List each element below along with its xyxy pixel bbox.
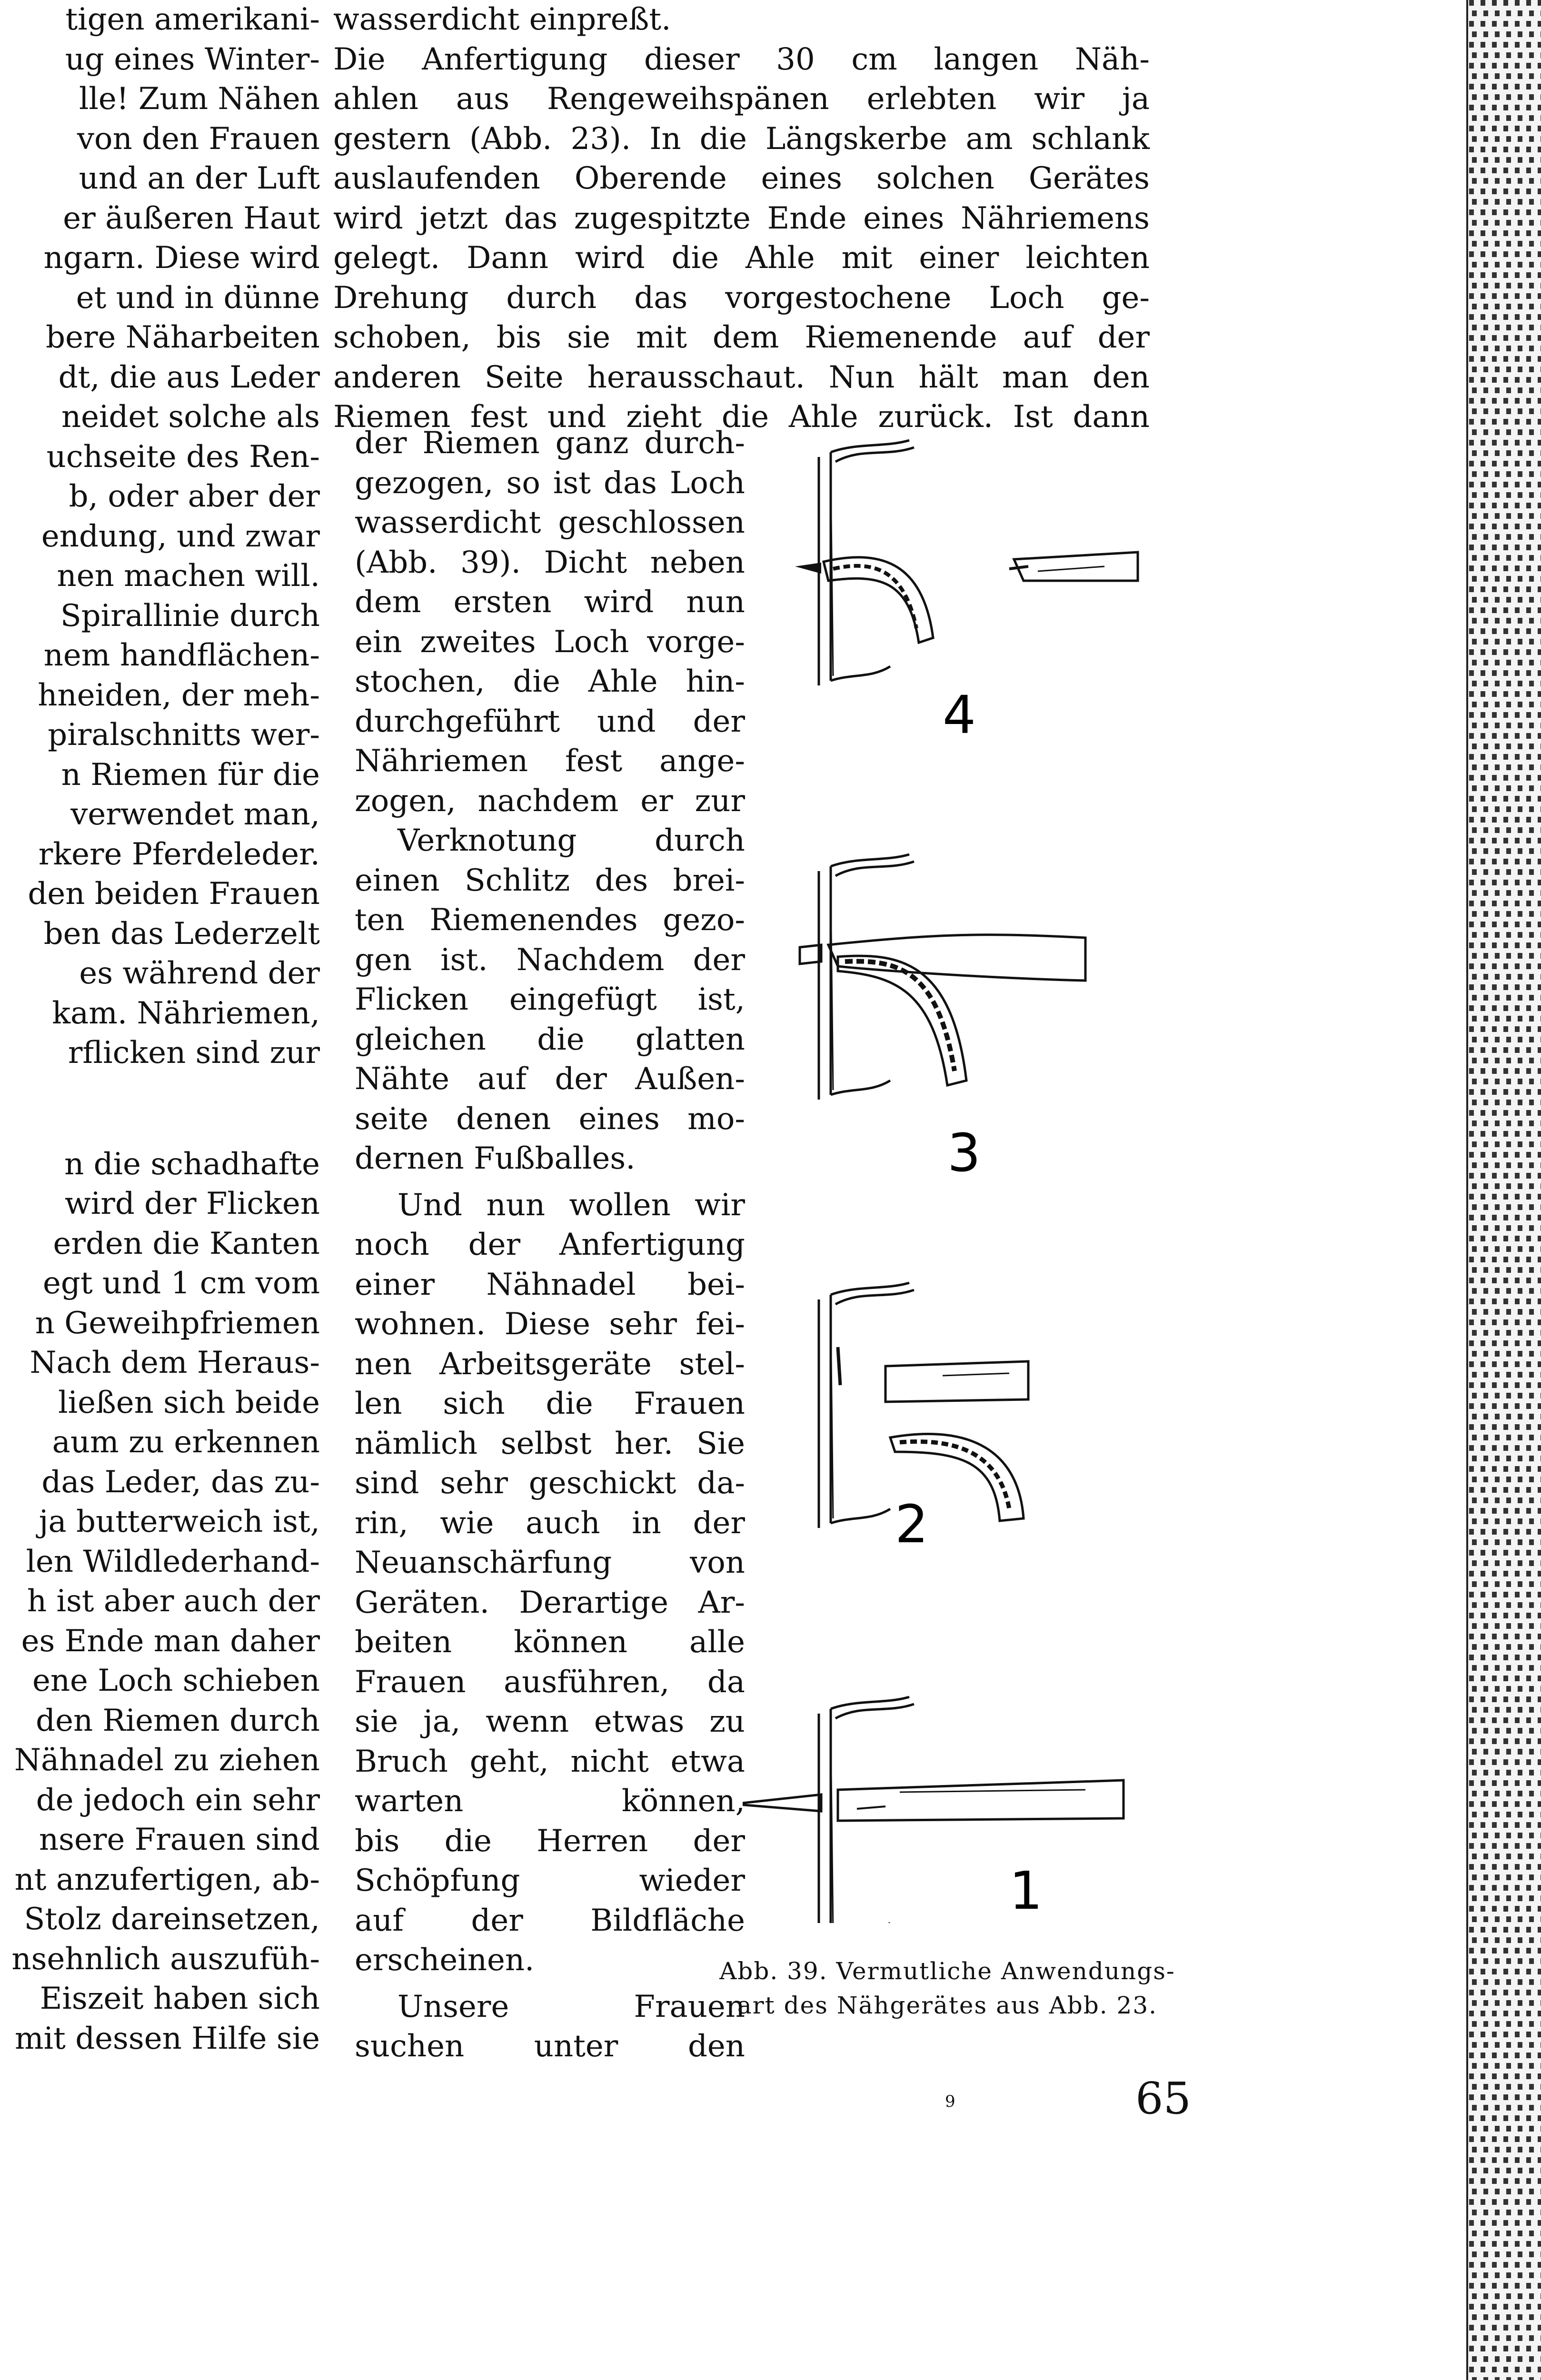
text-line: endung, und zwar [41,518,320,554]
text-line: auf der Bildfläche [355,1903,745,1938]
step-label-1: 1 [1009,1860,1043,1921]
text-line: piralschnitts wer- [48,717,320,753]
text-line: nen machen will. [57,558,320,594]
text-line: Geräten. Derartige Ar- [355,1585,745,1620]
text-line: Verknotung durch [398,823,745,858]
text-line: nämlich selbst her. Sie [355,1426,745,1461]
text-line: Eiszeit haben sich [40,1981,320,2016]
text-line: n Geweihpfriemen [35,1305,320,1341]
text-line: Neuanschärfung von [355,1545,745,1580]
text-line: tigen amerikani- [65,2,320,37]
text-line: den beiden Frauen [28,876,320,912]
text-line: ein zweites Loch vorge- [355,624,745,660]
text-line: ngarn. Diese wird [43,240,320,276]
text-line: wasserdicht geschlossen [355,505,745,540]
signature-mark: 9 [945,2092,955,2111]
text-line: seite denen eines mo- [355,1101,745,1137]
text-line: Unsere Frauen [398,1989,745,2024]
text-line: et und in dünne [76,280,320,316]
text-line: nsehnlich auszufüh- [11,1941,320,1977]
text-line: ja butterweich ist, [39,1504,320,1539]
text-line: ug eines Winter- [65,41,320,77]
text-line: ten Riemenendes gezo- [355,902,745,938]
text-line: nsere Frauen sind [39,1822,320,1857]
text-line: wird jetzt das zugespitzte Ende eines Nähriemens [333,200,1150,236]
text-line: Stolz dareinsetzen, [24,1902,320,1937]
text-line: wird der Flicken [65,1186,320,1221]
text-line: nt anzufertigen, ab- [14,1862,320,1897]
text-line: nen Arbeitsgeräte stel- [355,1346,745,1382]
text-line: es Ende man daher [21,1623,320,1659]
text-line: gen ist. Nachdem der [355,942,745,978]
text-line: hneiden, der meh- [38,677,320,713]
text-line: auslaufenden Oberende eines solchen Gerätes [333,161,1150,196]
text-line: sind sehr geschickt da- [355,1466,745,1501]
text-line: bis die Herren der [355,1823,745,1859]
text-line: n die schadhafte [64,1146,320,1182]
text-line: (Abb. 39). Dicht neben [355,545,745,580]
text-line: erden die Kanten [53,1226,320,1261]
text-line: len Wildlederhand- [26,1544,320,1579]
text-line: Riemen fest und zieht die Ahle zurück. Ist dann [333,399,1150,435]
text-line: warten können, [355,1784,745,1819]
text-line: der Riemen ganz durch- [355,426,745,461]
figure-caption-line-1: Abb. 39. Vermutliche Anwendungs- [719,1957,1175,1985]
text-line: len sich die Frauen [355,1386,745,1421]
text-line: Nach dem Heraus- [30,1345,320,1380]
text-line: Schöpfung wieder [355,1863,745,1898]
illustration-step-1 [743,1697,1123,1923]
text-line: dernen Fußballes. [355,1141,636,1176]
text-line: Nähriemen fest ange- [355,744,745,779]
text-line: einer Nähnadel bei- [355,1267,745,1302]
text-line: gleichen die glatten [355,1021,745,1057]
text-line: uchseite des Ren- [46,439,320,475]
figure-caption [695,1954,1200,2023]
text-line: Spirallinie durch [60,598,320,634]
text-line: das Leder, das zu- [41,1464,320,1500]
text-line: suchen unter den [355,2029,745,2064]
text-line: er äußeren Haut [63,200,320,236]
text-line: schoben, bis sie mit dem Riemenende auf der [333,320,1150,355]
text-line: de jedoch ein sehr [36,1782,320,1818]
text-line: Die Anfertigung dieser 30 cm langen Näh- [333,41,1150,77]
text-line [0,1073,320,1145]
text-line: gestern (Abb. 23). In die Längskerbe am schlank [333,121,1150,157]
text-line: bere Näharbeiten [46,320,320,355]
text-line: Frauen ausführen, da [355,1664,745,1700]
text-line: wohnen. Diese sehr fei- [355,1307,745,1342]
text-line: rin, wie auch in der [355,1505,745,1541]
text-line: egt und 1 cm vom [43,1266,320,1301]
text-line: und an der Luft [79,161,320,196]
main-column-narrow [355,424,745,2067]
left-column-text [0,0,320,2059]
text-line: gezogen, so ist das Loch [355,465,745,501]
step-label-4: 4 [943,684,976,745]
text-line: mit dessen Hilfe sie [14,2021,320,2056]
text-line: dem ersten wird nun [355,585,745,620]
text-line: erscheinen. [355,1943,535,1978]
text-line: von den Frauen [77,121,320,157]
text-line: Und nun wollen wir [398,1187,745,1223]
text-line: Bruch geht, nicht etwa [355,1744,745,1779]
text-line: nem handflächen- [43,638,320,673]
page-number: 65 [1135,2073,1192,2124]
text-line: Nähnadel zu ziehen [14,1743,320,1778]
text-line: aum zu erkennen [52,1425,320,1460]
text-line: den Riemen durch [36,1703,320,1738]
book-binding-edge [1466,0,1541,2380]
text-line: Flicken eingefügt ist, [355,982,745,1017]
step-label-2: 2 [895,1494,928,1555]
text-line: lle! Zum Nähen [79,81,320,117]
text-line: stochen, die Ahle hin- [355,664,745,699]
text-line: Nähte auf der Außen- [355,1061,745,1097]
text-line: neidet solche als [61,399,320,435]
text-line: es während der [79,956,320,991]
illustration-step-2 [819,1283,1028,1528]
text-line: einen Schlitz des brei- [355,863,745,898]
text-line: ließen sich beide [58,1385,320,1420]
text-line: durchgeführt und der [355,704,745,739]
illustration-step-3 [800,854,1085,1100]
text-line: sie ja, wenn etwas zu [355,1704,745,1739]
text-line: gelegt. Dann wird die Ahle mit einer leichten [333,240,1150,276]
text-line: rflicken sind zur [68,1035,320,1071]
text-line: noch der Anfertigung [355,1227,745,1262]
text-line: zogen, nachdem er zur [355,783,745,819]
illustration-step-4 [795,440,1138,685]
main-column-top [333,0,1150,437]
text-line: ben das Lederzelt [43,916,320,952]
text-line: rkere Pferdeleder. [38,836,320,872]
text-line: verwendet man, [70,797,320,832]
text-line: kam. Nähriemen, [52,995,320,1031]
text-line: beiten können alle [355,1625,745,1660]
figure-caption-line-2: art des Nähgerätes aus Abb. 23. [737,1992,1158,2019]
text-line: h ist aber auch der [27,1584,320,1619]
text-line: b, oder aber der [69,479,320,514]
text-line: dt, die aus Leder [58,359,320,395]
text-line: Drehung durch das vorgestochene Loch ge- [333,280,1150,316]
text-line: anderen Seite herausschaut. Nun hält man den [333,359,1150,395]
text-line: wasserdicht einpreßt. [333,2,671,37]
text-line: ene Loch schieben [32,1663,320,1698]
text-line: ahlen aus Rengeweihspänen erlebten wir ja [333,81,1150,117]
text-line: n Riemen für die [61,757,320,793]
sewing-tool-illustration [743,438,1171,1923]
step-label-3: 3 [947,1122,981,1183]
left-column-cropped [0,0,324,2094]
